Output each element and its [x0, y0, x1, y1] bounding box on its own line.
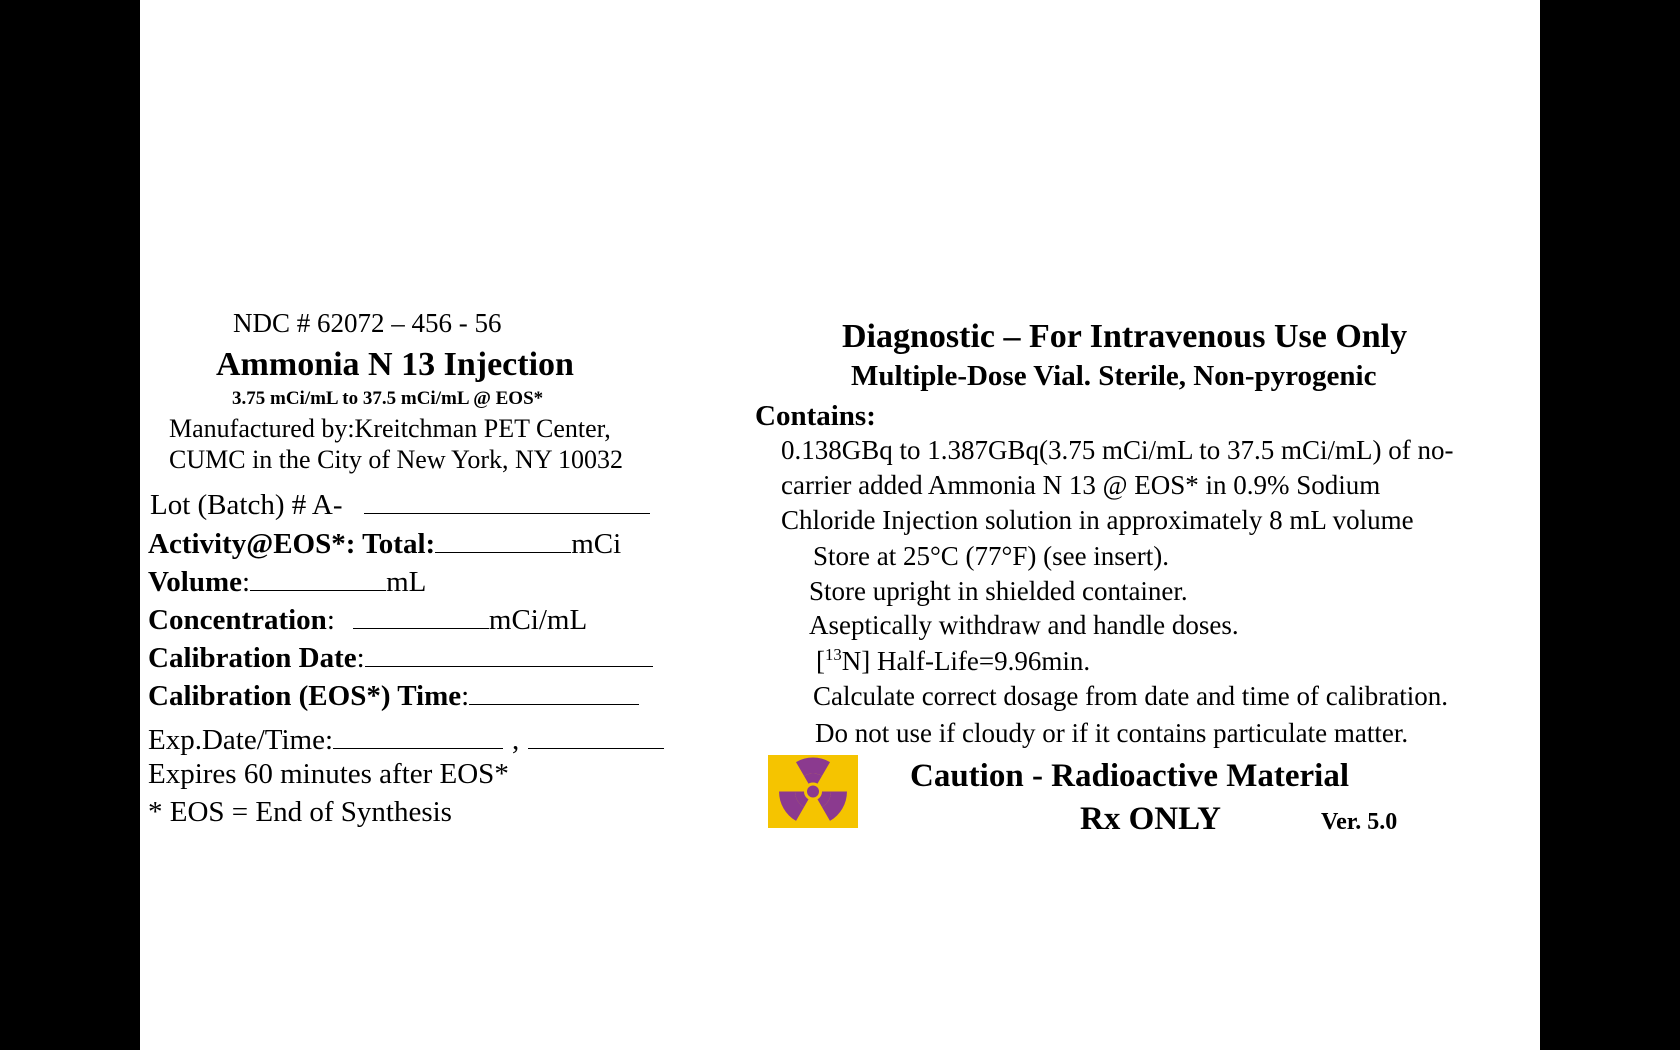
volume-label: Volume — [148, 566, 242, 599]
contents-line-2: carrier added Ammonia N 13 @ EOS* in 0.9% Sodium — [781, 470, 1381, 500]
volume-colon: : — [242, 566, 251, 599]
expires-note: Expires 60 minutes after EOS* — [148, 758, 509, 790]
activity-label: Activity@EOS*: Total: — [148, 528, 436, 561]
lot-batch-blank[interactable] — [364, 487, 650, 514]
strength-text: 3.75 mCi/mL to 37.5 mCi/mL @ EOS* — [232, 388, 544, 409]
calibration-time-label: Calibration (EOS*) Time — [148, 680, 462, 713]
calibration-date-row — [148, 640, 653, 673]
volume-blank[interactable] — [250, 564, 386, 591]
eos-footnote: * EOS = End of Synthesis — [148, 796, 452, 828]
product-name: Ammonia N 13 Injection — [216, 346, 574, 383]
contents-line-1: 0.138GBq to 1.387GBq(3.75 mCi/mL to 37.5 mCi/mL) of no- — [781, 435, 1454, 465]
version: Ver. 5.0 — [1321, 809, 1398, 835]
rx-only: Rx ONLY — [1080, 801, 1221, 837]
diagnostic-heading: Diagnostic – For Intravenous Use Only — [842, 318, 1408, 355]
concentration-row — [148, 602, 587, 635]
contains-label: Contains: — [755, 400, 876, 432]
calibration-time-row — [148, 678, 639, 711]
vial-heading: Multiple-Dose Vial. Sterile, Non-pyrogenic — [851, 360, 1377, 392]
concentration-colon: : — [326, 604, 335, 637]
exp-date-blank[interactable] — [333, 722, 503, 749]
concentration-label: Concentration — [148, 604, 327, 637]
activity-blank[interactable] — [435, 526, 571, 553]
concentration-unit: mCi/mL — [488, 604, 588, 637]
manufacturer-line-2: CUMC in the City of New York, NY 10032 — [169, 445, 624, 474]
exp-time-blank[interactable] — [528, 722, 664, 749]
manufacturer-line-1: Manufactured by:Kreitchman PET Center, — [169, 414, 611, 443]
lot-batch-label: Lot (Batch) # A- — [150, 489, 343, 522]
exp-date-time-row — [148, 722, 664, 755]
volume-row — [148, 564, 426, 597]
half-life-text: N] Half-Life=9.96min. — [841, 646, 1091, 676]
calibration-time-colon: : — [461, 680, 470, 713]
calibration-date-label: Calibration Date — [148, 642, 357, 675]
calculate-dosage: Calculate correct dosage from date and time of calibration. — [813, 681, 1448, 711]
half-life-open-bracket: [ — [816, 646, 825, 676]
caution-radioactive: Caution - Radioactive Material — [910, 758, 1350, 794]
drug-label — [140, 0, 1540, 1050]
do-not-use-warning: Do not use if cloudy or if it contains particulate matter. — [815, 718, 1409, 748]
calibration-date-blank[interactable] — [365, 640, 653, 667]
contents-line-3: Chloride Injection solution in approximately 8 mL volume — [781, 505, 1414, 535]
exp-date-time-label: Exp.Date/Time: — [148, 724, 334, 757]
activity-row — [148, 526, 621, 559]
radiation-trefoil-icon — [768, 755, 858, 828]
calibration-date-colon: : — [356, 642, 365, 675]
lot-batch-row — [150, 487, 650, 520]
half-life-isotope-mass: 13 — [825, 645, 842, 664]
store-upright: Store upright in shielded container. — [809, 576, 1188, 606]
concentration-blank[interactable] — [353, 602, 489, 629]
activity-unit: mCi — [571, 528, 622, 561]
half-life — [816, 645, 1091, 676]
store-temperature: Store at 25°C (77°F) (see insert). — [813, 541, 1170, 571]
calibration-time-blank[interactable] — [469, 678, 639, 705]
ndc-number: NDC # 62072 – 456 - 56 — [233, 308, 502, 338]
volume-unit: mL — [386, 566, 427, 599]
exp-separator: , — [512, 724, 520, 757]
aseptic-handling: Aseptically withdraw and handle doses. — [809, 610, 1239, 640]
